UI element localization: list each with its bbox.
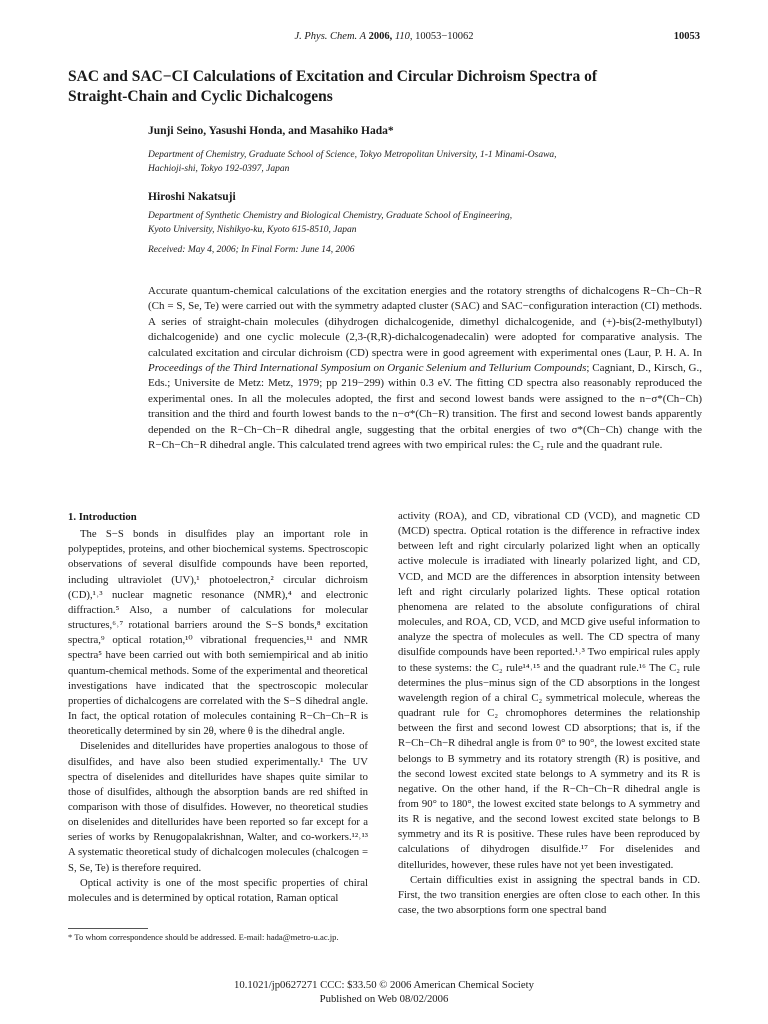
- footnote: * To whom correspondence should be addressed. E-mail: hada@metro-u.ac.jp.: [68, 932, 339, 942]
- affiliation-line: Department of Chemistry, Graduate School of Science, Tokyo Metropolitan University, 1-1 Minami-Osawa,: [148, 150, 557, 160]
- page-number: 10053: [673, 31, 700, 42]
- title-line: Straight-Chain and Cyclic Dichalcogens: [68, 88, 333, 105]
- affiliation-1: [148, 148, 708, 176]
- running-header: [0, 31, 768, 47]
- right-column: [398, 509, 700, 918]
- affiliation-line: Hachioji-shi, Tokyo 192-0397, Japan: [148, 164, 290, 174]
- published-date: Published on Web 08/02/2006: [319, 993, 449, 1005]
- journal-volume: 110,: [394, 31, 413, 42]
- author-list-1: Junji Seino, Yasushi Honda, and Masahiko Hada*: [148, 125, 394, 137]
- doi-copyright-line: 10.1021/jp0627271 CCC: $33.50 © 2006 American Chemical Society: [234, 979, 534, 991]
- article-title: [68, 67, 708, 107]
- journal-year: 2006,: [368, 31, 393, 42]
- received-dates: Received: May 4, 2006; In Final Form: June 14, 2006: [148, 245, 355, 255]
- abstract-book-title: Proceedings of the Third International Symposium on Organic Selenium and Tellurium Compounds: [148, 362, 587, 375]
- section-heading: 1. Introduction: [68, 511, 137, 523]
- paragraph: Certain difficulties exist in assigning the spectral bands in CD. First, the two transition energies are often close to each other. In this case, the two absorptions form one spectral band: [398, 873, 700, 917]
- paragraph: activity (ROA), and CD, vibrational CD (VCD), and magnetic CD (MCD) spectra. Optical rotation is the difference in refractive index between left and right circularly polarized light when an optically active molecule is irradiated with linearly polarized light, and CD, VCD, and MCD are the differences in absorption intensity between left and right circularly polarized lights. These optical rotation phenomena are related to the absolute configurations of chiral molecules, and ROA, CD, VCD, and MCD give useful information to analyze the spectra of molecules as well. The CD spectra of many disulfide compounds have been reported.¹˒³ Two empirical rules apply to these systems: the C₂ rule¹⁴˒¹⁵ and the quadrant rule.¹⁶ The C₂ rule determines the plus−minus sign of the CD absorptions in the longest wavelength region of a chiral C₂ symmetrical molecule, whereas the quadrant rule for C₂ chromophores determines the relationship between the first and second lowest CD absorptions; that is, if the R−Ch−Ch−R dihedral angle is from 0° to 90°, the lowest excited state belongs to B symmetry and its rotatory strength (R) is positive, and the second lowest excited state belongs to A symmetry and its R is negative. On the other hand, if the R−Ch−Ch−R dihedral angle is from 90° to 180°, the lowest excited state belongs to A symmetry and its R is negative, and the second lowest excited state belongs to B symmetry and its R is positive. These rules have been reproduced by calculations of dihydrogen disulfide.¹⁷ For diselenides and ditellurides, however, these rules have not yet been investigated.: [398, 510, 700, 871]
- journal-citation: [0, 31, 768, 42]
- author-list-2: Hiroshi Nakatsuji: [148, 191, 236, 203]
- journal-pages: 10053−10062: [415, 31, 474, 42]
- left-column: [68, 510, 368, 906]
- title-line: SAC and SAC−CI Calculations of Excitation and Circular Dichroism Spectra of: [68, 68, 597, 85]
- paragraph: The S−S bonds in disulfides play an important role in polypeptides, proteins, and other biochemical systems. Spectroscopic observations of several disulfide compounds have been reported, including ultraviolet (UV),¹ photoelectron,² circular dichroism (CD),¹˒³ nuclear magnetic resonance (NMR),⁴ and electronic diffraction.⁵ Also, a number of calculations for molecular structures,⁶˒⁷ rotational barriers around the S−S bonds,⁸ excitation spectra,⁹ optical rotation,¹⁰ vibrational frequencies,¹¹ and NMR spectra⁵ have been carried out with both semiempirical and ab initio quantum-chemical methods. Some of the experimental and theoretical investigations have indicated that the spectroscopic molecular properties of dichalcogens are correlated with the S−S dihedral angle. In fact, the optical rotation of molecules containing R−Ch−Ch−R is theoretically determined by sin 2θ, where θ is the dihedral angle.: [68, 528, 368, 738]
- footnote-divider: [68, 928, 148, 929]
- paragraph: Diselenides and ditellurides have properties analogous to those of disulfides, and have also been studied experimentally.¹ The UV spectra of diselenides and ditellurides have shapes quite similar to those of disulfides, although the absorption bands are red shifted in comparison with those of disulfides. However, no theoretical studies on diselenides and ditellurides have been reported so far except for a series of works by Renugopalakrishnan, Walter, and co-workers.¹²˒¹³ A systematic theoretical study of dichalcogen molecules (chalcogen = S, Se, Te) is therefore required.: [68, 740, 368, 874]
- affiliation-line: Department of Synthetic Chemistry and Biological Chemistry, Graduate School of Engineering,: [148, 211, 513, 221]
- affiliation-2: [148, 209, 708, 237]
- abstract-text: Accurate quantum-chemical calculations of the excitation energies and the rotatory strengths of dichalcogens R−Ch−Ch−R (Ch = S, Se, Te) were carried out with the symmetry adapted cluster (SAC) and SAC−configuration interaction (CI) methods. A series of straight-chain molecules (dihydrogen dichalcogenide, dimethyl dichalcogenide, and (+)-bis(2-methylbutyl) dichalcogenide) and one cyclic molecule (2,3-(R,R)-dichalcogenadecalin) were adopted for comparative analysis. The calculated excitation and circular dichroism (CD) spectra were in good agreement with experimental ones (Laur, P. H. A. In: [148, 285, 702, 359]
- affiliation-line: Kyoto University, Nishikyo-ku, Kyoto 615-8510, Japan: [148, 225, 357, 235]
- journal-name: J. Phys. Chem. A: [294, 31, 366, 42]
- abstract: [148, 284, 702, 453]
- abstract-text: ; Cagniant, D., Kirsch, G., Eds.; Universite de Metz: Metz, 1979; pp 219−299) within 0.3 eV. The fitting CD spectra also reasonably reproduced the experimental ones. In all the molecules adopted, the first and second lowest bands were assigned to the n−σ*(Ch−Ch) transition and the third and fourth lowest bands to the n−σ*(Ch−R) transition. The first and second lowest bands apparently depended on the R−Ch−Ch−R dihedral angle, suggesting that the orbital energies of two σ*(Ch−Ch) change with the R−Ch−Ch−R dihedral angle. This calculated trend agrees with two empirical rules: the C₂ rule and the quadrant rule.: [148, 362, 702, 452]
- paragraph: Optical activity is one of the most specific properties of chiral molecules and is determined by optical rotation, Raman optical: [68, 876, 368, 904]
